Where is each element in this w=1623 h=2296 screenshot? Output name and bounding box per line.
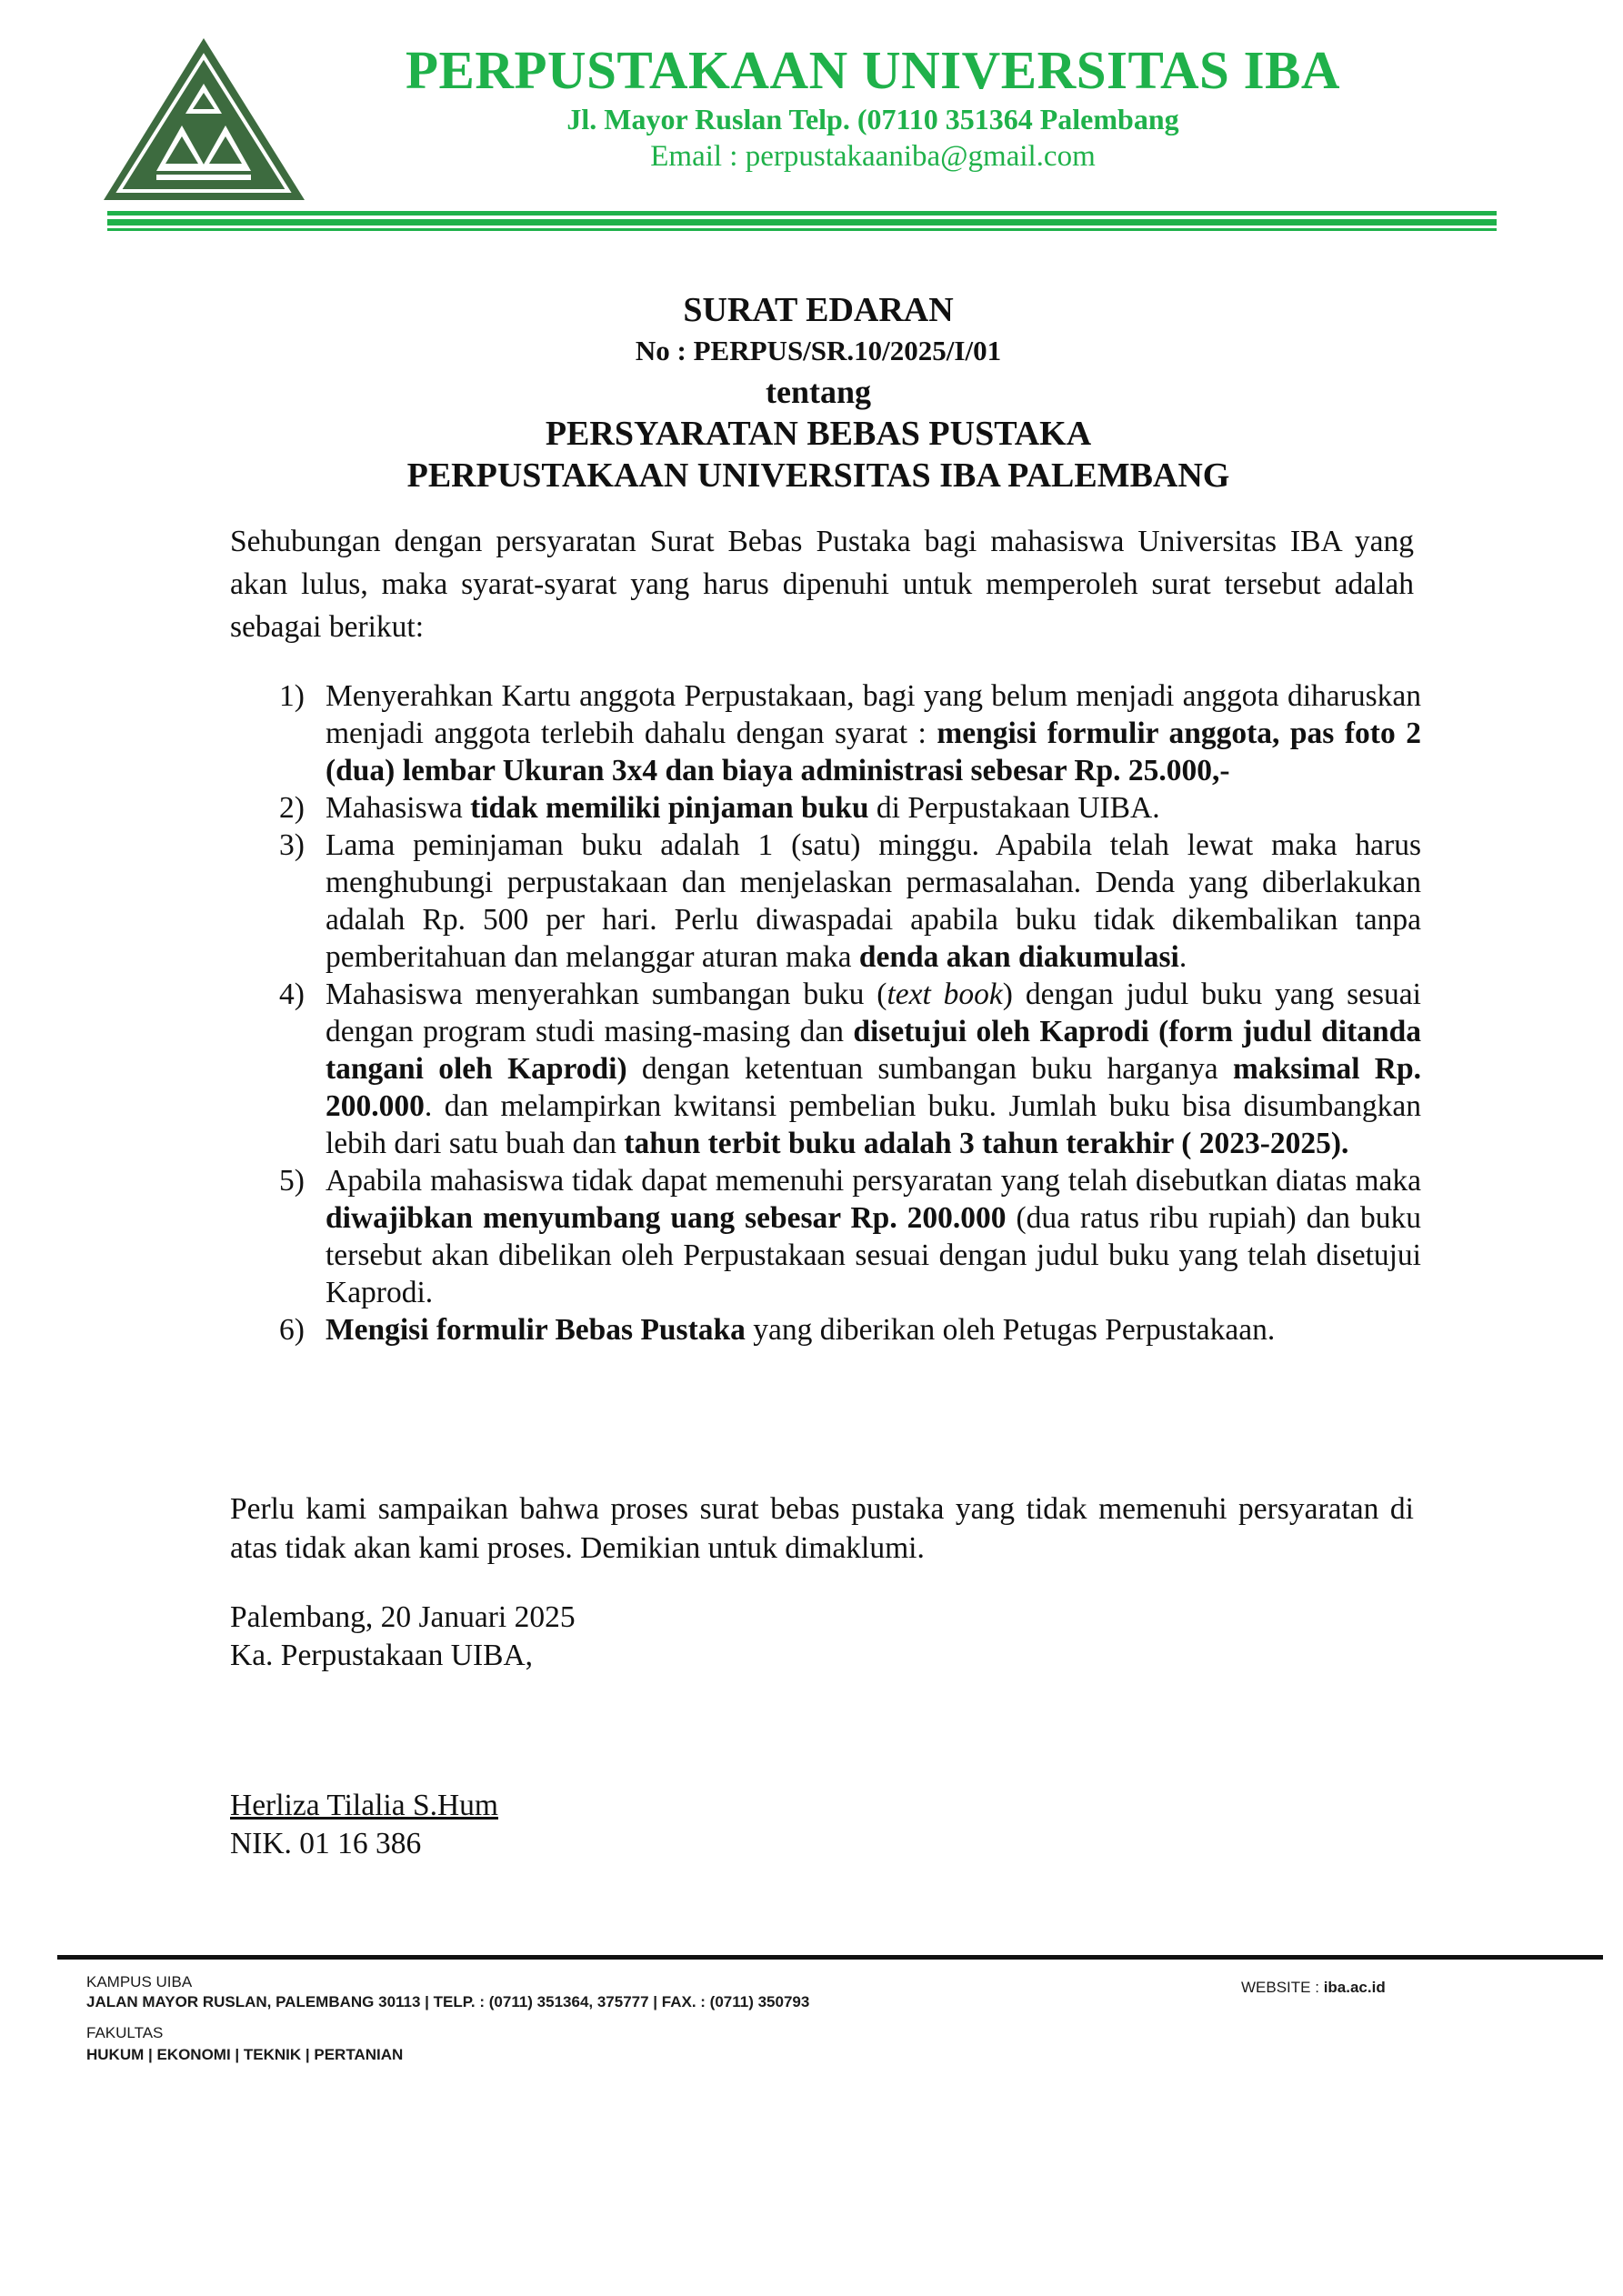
requirement-text: ) dengan judul buku yang sesuai dengan program studi masing-masing dan xyxy=(326,978,1421,1048)
footer-campus-label: KAMPUS UIBA xyxy=(86,1973,193,1990)
footer-website-label: WEBSITE : xyxy=(1241,1979,1324,1996)
requirement-text: Mahasiswa menyerahkan sumbangan buku ( xyxy=(326,978,887,1011)
requirements-list xyxy=(230,677,1421,1349)
signer-nik: NIK. 01 16 386 xyxy=(230,1827,422,1860)
requirement-text: yang diberikan oleh Petugas Perpustakaan. xyxy=(745,1313,1276,1347)
letter-subject: PERSYARATAN BEBAS PUSTAKA xyxy=(545,415,1092,453)
requirement-text: disetujui oleh Kaprodi (form judul ditanda tangani oleh Kaprodi) xyxy=(326,1015,1421,1086)
header-divider xyxy=(107,228,1497,231)
footer-faculties: HUKUM | EKONOMI | TEKNIK | PERTANIAN xyxy=(86,2046,404,2063)
footer-website-url[interactable]: iba.ac.id xyxy=(1323,1979,1386,1996)
requirement-text: text book xyxy=(887,978,1003,1011)
requirement-text: Apabila mahasiswa tidak dapat memenuhi persyaratan yang telah disebutkan diatas maka xyxy=(326,1164,1421,1198)
requirement-text: di Perpustakaan UIBA. xyxy=(868,791,1160,825)
requirement-item xyxy=(230,677,1421,789)
footer-divider xyxy=(57,1955,1603,1960)
requirement-text: Mahasiswa xyxy=(326,791,471,825)
org-name: PERPUSTAKAAN UNIVERSITAS IBA xyxy=(405,40,1341,100)
letter-institution: PERPUSTAKAAN UNIVERSITAS IBA PALEMBANG xyxy=(406,456,1230,495)
requirement-text: Mengisi formulir Bebas Pustaka xyxy=(326,1313,746,1347)
signer-position: Ka. Perpustakaan UIBA, xyxy=(230,1639,534,1672)
footer-website xyxy=(1241,1979,1386,1997)
requirement-number: 1) xyxy=(279,679,305,713)
requirement-item xyxy=(230,789,1421,827)
requirement-number: 2) xyxy=(279,791,305,825)
requirement-number: 4) xyxy=(279,978,305,1011)
letter-type: SURAT EDARAN xyxy=(683,291,954,329)
letter-number: No : PERPUS/SR.10/2025/I/01 xyxy=(635,335,1002,366)
requirement-text: tahun terbit buku adalah 3 tahun terakhir ( 2023-2025). xyxy=(624,1127,1349,1160)
footer-faculty-label: FAKULTAS xyxy=(86,2024,164,2041)
requirement-number: 5) xyxy=(279,1164,305,1198)
letter-about: tentang xyxy=(766,374,871,410)
requirement-item xyxy=(230,976,1421,1162)
requirement-text: Menyerahkan Kartu anggota Perpustakaan, bagi yang belum menjadi anggota diharuskan menjadi anggota terlebih dahalu dengan syarat : xyxy=(326,679,1421,750)
requirement-text: denda akan diakumulasi xyxy=(858,940,1179,974)
requirement-number: 3) xyxy=(279,828,305,862)
header-divider xyxy=(107,219,1497,226)
intro-paragraph: Sehubungan dengan persyaratan Surat Bebas Pustaka bagi mahasiswa Universitas IBA yang akan lulus, maka syarat-syarat yang harus dipenuhi untuk memperoleh surat tersebut adalah sebagai berikut: xyxy=(230,525,1414,644)
footer-campus-address: JALAN MAYOR RUSLAN, PALEMBANG 30113 | TELP. : (0711) 351364, 375777 | FAX. : (0711) 350793 xyxy=(86,1993,810,2010)
requirement-text: diwajibkan menyumbang uang sebesar Rp. 200.000 xyxy=(326,1201,1007,1235)
org-email: Email : perpustakaaniba@gmail.com xyxy=(650,140,1096,173)
header-divider xyxy=(107,211,1497,216)
signer-name: Herliza Tilalia S.Hum xyxy=(230,1789,498,1822)
requirement-number: 6) xyxy=(279,1313,305,1347)
requirement-item xyxy=(230,1311,1421,1349)
requirement-item xyxy=(230,827,1421,976)
closing-paragraph: Perlu kami sampaikan bahwa proses surat bebas pustaka yang tidak memenuhi persyaratan di atas tidak akan kami proses. Demikian untuk dimaklumi. xyxy=(230,1492,1414,1565)
requirement-item xyxy=(230,1162,1421,1311)
requirement-text: tidak memiliki pinjaman buku xyxy=(470,791,869,825)
requirement-text: maksimal Rp. 200.000 xyxy=(326,1052,1421,1123)
requirement-text: Lama peminjaman buku adalah 1 (satu) minggu. Apabila telah lewat maka harus menghubungi perpustakaan dan menjelaskan permasalahan. Denda yang diberlakukan adalah Rp. 500 per hari. Perlu diwaspadai apabila buku tidak dikembalikan tanpa pemberitahuan dan melanggar aturan maka xyxy=(326,828,1421,974)
triangle-logo-icon xyxy=(102,36,306,202)
requirement-text: (dua ratus ribu rupiah) dan buku tersebut akan dibelikan oleh Perpustakaan sesuai dengan judul buku yang telah disetujui Kaprodi. xyxy=(326,1201,1421,1309)
requirement-text: . dan melampirkan kwitansi pembelian buku. Jumlah buku bisa disumbangkan lebih dari satu buah dan xyxy=(326,1089,1421,1160)
requirement-text: dengan ketentuan sumbangan buku harganya xyxy=(626,1052,1233,1086)
place-date: Palembang, 20 Januari 2025 xyxy=(230,1600,576,1634)
signature-block xyxy=(230,1599,576,1675)
letter-title-block xyxy=(182,289,1455,496)
requirement-text: . xyxy=(1178,940,1187,974)
org-address: Jl. Mayor Ruslan Telp. (07110 351364 Palembang xyxy=(566,103,1179,135)
requirement-text: mengisi formulir anggota, pas foto 2 (dua) lembar Ukuran 3x4 dan biaya administrasi sebesar Rp. 25.000,- xyxy=(326,717,1421,787)
